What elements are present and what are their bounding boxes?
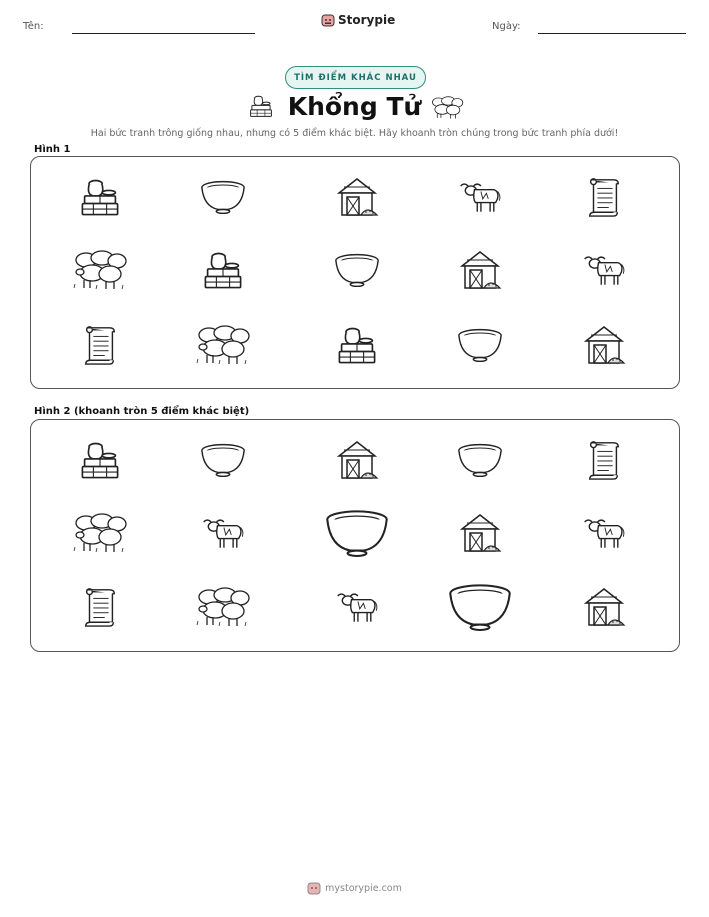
picture-1-cell-r2-c4[interactable] bbox=[445, 242, 515, 298]
sheep-flock-icon bbox=[195, 322, 251, 368]
picture-1-cell-r3-c3[interactable] bbox=[322, 317, 392, 373]
picture-2-cell-r2-c1[interactable] bbox=[65, 505, 135, 561]
bowl-icon bbox=[199, 440, 247, 480]
date-field[interactable] bbox=[538, 33, 686, 34]
footer-url[interactable]: mystorypie.com bbox=[325, 882, 402, 894]
bowl-icon-large bbox=[323, 506, 391, 560]
activity-badge: TÌM ĐIỂM KHÁC NHAU bbox=[285, 66, 426, 89]
stove-icon bbox=[78, 175, 122, 219]
scroll-icon bbox=[80, 586, 120, 628]
ox-icon bbox=[581, 251, 627, 289]
ox-icon bbox=[581, 514, 627, 552]
bowl-icon bbox=[199, 177, 247, 217]
storypie-mascot-icon bbox=[321, 13, 335, 27]
scroll-icon bbox=[80, 324, 120, 366]
picture-1-cell-r3-c4[interactable] bbox=[445, 317, 515, 373]
picture-2-cell-r3-c5[interactable] bbox=[569, 579, 639, 635]
picture-2-cell-r3-c3[interactable] bbox=[322, 579, 392, 635]
barn-icon bbox=[457, 511, 503, 555]
sheep-flock-icon bbox=[195, 584, 251, 630]
picture-2-label: Hình 2 (khoanh tròn 5 điểm khác biệt) bbox=[34, 406, 250, 417]
picture-1-cell-r2-c3[interactable] bbox=[322, 242, 392, 298]
picture-2-cell-r1-c3[interactable] bbox=[322, 432, 392, 488]
sheep-flock-icon bbox=[72, 247, 128, 293]
picture-1-cell-r2-c2[interactable] bbox=[188, 242, 258, 298]
page-title: Khổng Tử bbox=[287, 92, 422, 121]
barn-icon bbox=[334, 438, 380, 482]
stove-icon bbox=[78, 438, 122, 482]
picture-1-cell-r3-c1[interactable] bbox=[65, 317, 135, 373]
picture-1-cell-r1-c3[interactable] bbox=[322, 169, 392, 225]
scroll-icon bbox=[584, 439, 624, 481]
picture-1-cell-r1-c4[interactable] bbox=[445, 169, 515, 225]
picture-1-cell-r1-c1[interactable] bbox=[65, 169, 135, 225]
picture-2-cell-r3-c2[interactable] bbox=[188, 579, 258, 635]
date-label: Ngày: bbox=[492, 21, 521, 32]
picture-1-cell-r1-c5[interactable] bbox=[569, 169, 639, 225]
footer bbox=[0, 881, 709, 895]
ox-icon bbox=[200, 514, 246, 552]
picture-1-cell-r2-c5[interactable] bbox=[569, 242, 639, 298]
picture-2-cell-r2-c5[interactable] bbox=[569, 505, 639, 561]
bowl-icon bbox=[333, 250, 381, 290]
ox-icon bbox=[334, 588, 380, 626]
picture-2-cell-r2-c3[interactable] bbox=[317, 501, 397, 565]
sheep-flock-icon bbox=[430, 93, 464, 125]
picture-2-cell-r1-c4[interactable] bbox=[445, 432, 515, 488]
stove-icon bbox=[201, 248, 245, 292]
picture-2-cell-r2-c4[interactable] bbox=[445, 505, 515, 561]
picture-2-cell-r1-c2[interactable] bbox=[188, 432, 258, 488]
picture-2-cell-r1-c5[interactable] bbox=[569, 432, 639, 488]
bowl-icon-large bbox=[446, 580, 514, 634]
picture-1-cell-r1-c2[interactable] bbox=[188, 169, 258, 225]
picture-2-cell-r3-c4[interactable] bbox=[440, 575, 520, 639]
bowl-icon bbox=[456, 325, 504, 365]
stove-icon bbox=[335, 323, 379, 367]
barn-icon bbox=[457, 248, 503, 292]
picture-2-cell-r2-c2[interactable] bbox=[188, 505, 258, 561]
barn-icon bbox=[334, 175, 380, 219]
barn-icon bbox=[581, 585, 627, 629]
sheep-flock-icon bbox=[72, 510, 128, 556]
picture-2-cell-r1-c1[interactable] bbox=[65, 432, 135, 488]
name-label: Tên: bbox=[23, 21, 44, 32]
name-field[interactable] bbox=[72, 33, 255, 34]
sheep-flock-icon bbox=[430, 93, 464, 121]
instructions-text: Hai bức tranh trông giống nhau, nhưng có 5 điểm khác biệt. Hãy khoanh tròn chúng trong bức tranh phía dưới! bbox=[90, 128, 619, 139]
picture-2-cell-r3-c1[interactable] bbox=[65, 579, 135, 635]
bowl-icon bbox=[456, 440, 504, 480]
brand-logo bbox=[321, 13, 395, 27]
picture-1-cell-r3-c2[interactable] bbox=[188, 317, 258, 373]
storypie-mascot-icon bbox=[307, 881, 321, 895]
brand-name: Storypie bbox=[338, 13, 396, 27]
picture-1-label: Hình 1 bbox=[34, 144, 71, 155]
picture-1-cell-r2-c1[interactable] bbox=[65, 242, 135, 298]
barn-icon bbox=[581, 323, 627, 367]
ox-icon bbox=[457, 178, 503, 216]
picture-1-cell-r3-c5[interactable] bbox=[569, 317, 639, 373]
scroll-icon bbox=[584, 176, 624, 218]
